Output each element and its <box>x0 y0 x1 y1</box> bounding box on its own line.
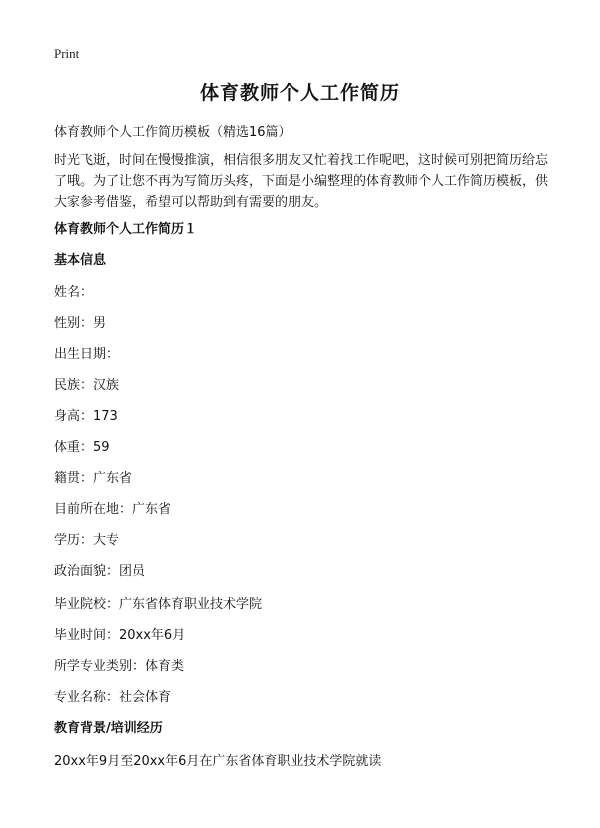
print-label: Print <box>54 46 80 61</box>
field-birth-date: 出生日期： <box>54 347 120 362</box>
education-entry: 20xx年9月至20xx年6月在广东省体育职业技术学院就读 <box>54 754 382 769</box>
field-height: 身高：173 <box>54 409 118 424</box>
education-heading: 教育背景/培训经历 <box>54 721 163 736</box>
field-major-name: 专业名称：社会体育 <box>54 690 172 705</box>
field-name: 姓名： <box>54 285 94 300</box>
field-native-place: 籍贯：广东省 <box>54 471 133 486</box>
document-title: 体育教师个人工作简历 <box>199 82 400 104</box>
basic-info-heading: 基本信息 <box>54 253 107 268</box>
field-major-category: 所学专业类别：体育类 <box>54 659 185 674</box>
field-graduated-school: 毕业院校：广东省体育职业技术学院 <box>54 597 263 612</box>
field-weight: 体重：59 <box>54 440 110 455</box>
intro-paragraph: 时光飞逝，时间在慢慢推演，相信很多朋友又忙着找工作呢吧，这时候可别把简历给忘了哦。为了让您不再为写简历头疼，下面是小编整理的体育教师个人工作简历模板，供大家参考借鉴，希望可以帮助到有需要的朋友。 <box>54 153 549 210</box>
field-graduation-time: 毕业时间：20xx年6月 <box>54 628 186 643</box>
field-gender: 性别：男 <box>54 316 107 331</box>
field-education: 学历：大专 <box>54 533 120 548</box>
field-current-location: 目前所在地：广东省 <box>54 502 172 517</box>
resume-heading: 体育教师个人工作简历１ <box>54 222 198 237</box>
document-subtitle: 体育教师个人工作简历模板（精选16篇） <box>54 125 292 140</box>
field-ethnicity: 民族：汉族 <box>54 378 120 393</box>
field-political-status: 政治面貌：团员 <box>54 564 146 579</box>
